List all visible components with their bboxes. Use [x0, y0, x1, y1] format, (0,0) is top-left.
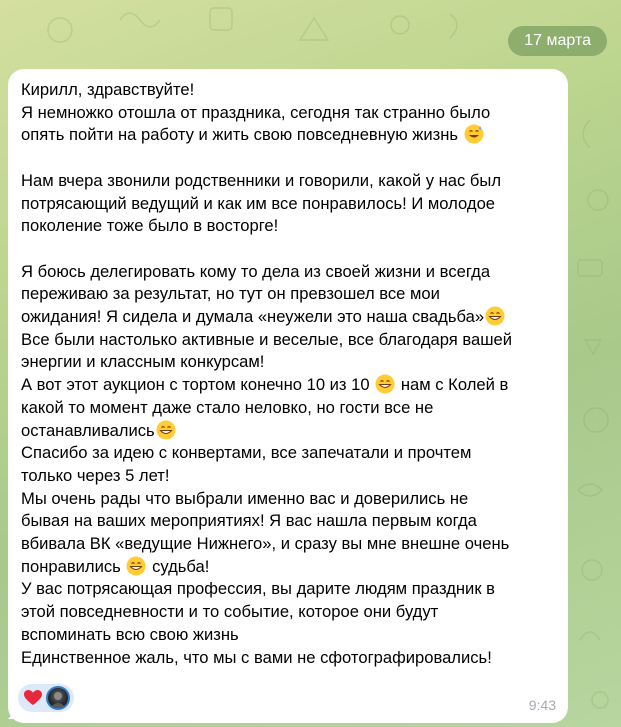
message-line: Мы очень рады что выбрали именно вас и доверились не — [21, 488, 469, 508]
message-line: бывая на ваших мероприятиях! Я вас нашла первым когда — [21, 511, 477, 531]
message-text — [21, 79, 556, 669]
message-line: Единственное жаль, что мы с вами не сфотографировались! — [21, 647, 492, 667]
message-line: ожидания! Я сидела и думала «неужели это наша свадьба» — [21, 307, 485, 327]
message-line: этой повседневности и то событие, которое они будут — [21, 602, 439, 622]
message-line: опять пойти на работу и жить свою повседневную жизнь — [21, 125, 459, 145]
message-line: Кирилл, здравствуйте! — [21, 80, 195, 99]
date-badge: 17 марта — [508, 26, 607, 56]
user-avatar[interactable] — [46, 686, 70, 710]
message-line: поколение тоже было в восторге! — [21, 216, 279, 236]
message-line: Я немножко отошла от праздника, сегодня так странно было — [21, 102, 491, 122]
message-line-tail: нам с Колей в — [396, 375, 509, 395]
message-line: вбивала ВК «ведущие Нижнего», и сразу вы мне внешне очень — [21, 534, 510, 554]
message-time: 9:43 — [528, 697, 556, 713]
sweat-smile-emoji — [464, 124, 484, 144]
grin-emoji — [485, 306, 505, 326]
message-line-tail: судьба! — [147, 556, 210, 576]
message-line: понравились — [21, 556, 121, 576]
message-line: У вас потрясающая профессия, вы дарите людям праздник в — [21, 579, 495, 599]
bubble-tail — [8, 705, 22, 719]
grin-emoji — [375, 374, 395, 394]
message-line: Все были настолько активные и веселые, все благодаря вашей — [21, 329, 513, 349]
reactions-bar[interactable] — [18, 684, 74, 712]
message-line: только через 5 лет! — [21, 465, 170, 485]
message-line: останавливались — [21, 420, 155, 440]
red-heart-icon[interactable] — [24, 689, 42, 707]
message-line: потрясающий ведущий и как им все понравилось! И молодое — [21, 193, 496, 213]
grin-emoji — [156, 420, 176, 440]
message-line: переживаю за результат, но тут он превзошел все мои — [21, 284, 440, 304]
message-line: какой то момент даже стало неловко, но гости все не — [21, 397, 434, 417]
message-line: Нам вчера звонили родственники и говорили, какой у нас был — [21, 170, 502, 190]
grin-emoji — [126, 556, 146, 576]
message-bubble[interactable] — [8, 69, 568, 723]
message-line: А вот этот аукцион с тортом конечно 10 из 10 — [21, 375, 370, 395]
message-line: Я боюсь делегировать кому то дела из своей жизни и всегда — [21, 261, 491, 281]
message-line: вспоминать всю свою жизнь — [21, 624, 239, 644]
message-line: Спасибо за идею с конвертами, все запечатали и прочтем — [21, 443, 472, 463]
message-line: энергии и классным конкурсам! — [21, 352, 265, 372]
